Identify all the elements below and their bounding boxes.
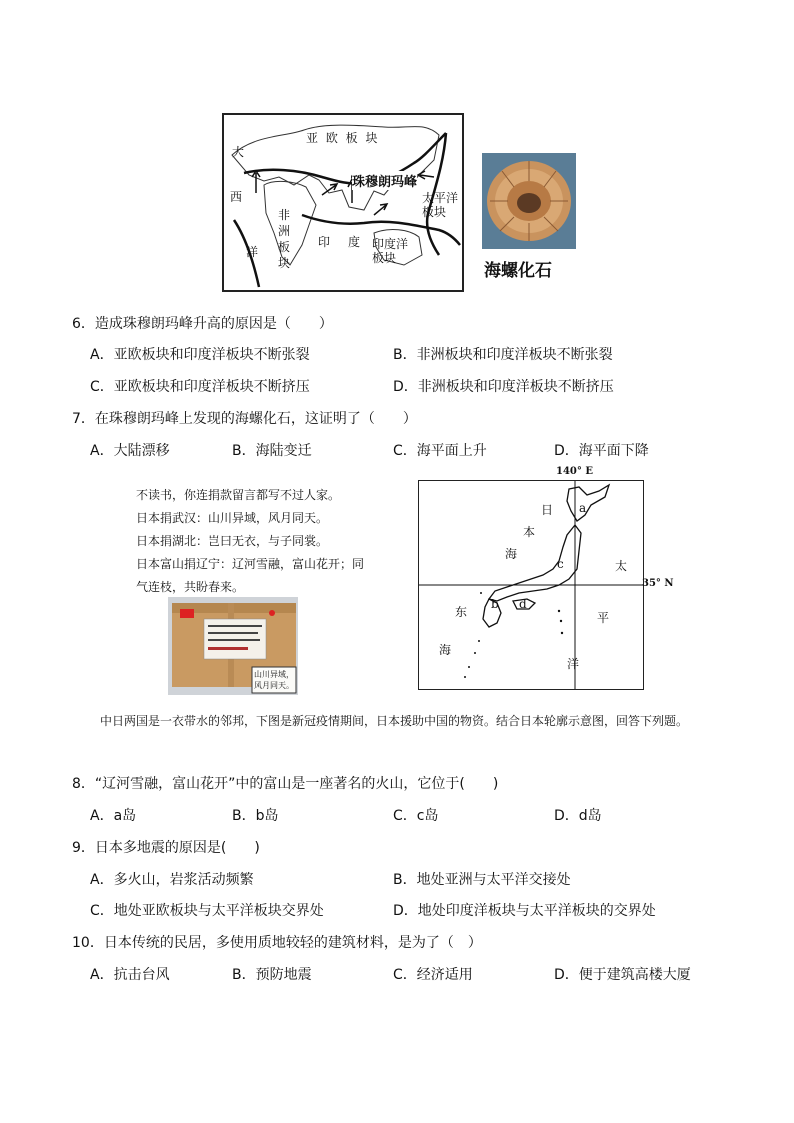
q7-option-a[interactable]: A．大陆漂移	[90, 443, 170, 459]
japan-map-drawing	[419, 481, 643, 689]
q6-stem: 6．造成珠穆朗玛峰升高的原因是（ ）	[72, 316, 333, 332]
fossil-caption: 海螺化石	[484, 261, 552, 281]
plate-map-figure	[222, 113, 464, 292]
map-label-yang: 洋	[567, 657, 580, 671]
label-du: 度	[348, 235, 361, 249]
box-note-text: 山川异域， 风月同天。	[254, 670, 294, 690]
map-label-ri: 日	[541, 503, 554, 517]
q9-option-d[interactable]: D．地处印度洋板块与太平洋板块的交界处	[393, 903, 656, 919]
q10-stem: 10．日本传统的民居，多使用质地较轻的建筑材料，是为了（ ）	[72, 935, 482, 951]
donation-box-photo	[168, 597, 298, 695]
q9-stem: 9．日本多地震的原因是( )	[72, 840, 260, 856]
q8-option-a[interactable]: A．a岛	[90, 808, 137, 824]
q10-option-c[interactable]: C．经济适用	[393, 967, 473, 983]
map-label-hai: 海	[505, 547, 518, 561]
q6-option-a[interactable]: A．亚欧板块和印度洋板块不断张裂	[90, 347, 310, 363]
label-yang: 洋	[246, 245, 259, 259]
label-yin: 印	[318, 235, 331, 249]
q6-option-d[interactable]: D．非洲板块和印度洋板块不断挤压	[393, 379, 614, 395]
label-everest: 珠穆朗玛峰	[352, 171, 417, 190]
label-pacific-plate: 太平洋板块	[422, 191, 459, 219]
q9-option-a[interactable]: A．多火山，岩浆活动频繁	[90, 872, 254, 888]
q6-option-b[interactable]: B．非洲板块和印度洋板块不断张裂	[393, 347, 613, 363]
q9-option-b[interactable]: B．地处亚洲与太平洋交接处	[393, 872, 571, 888]
q7-stem: 7．在珠穆朗玛峰上发现的海螺化石，这证明了（ ）	[72, 411, 417, 427]
map-label-c: c	[557, 557, 564, 571]
japan-map-figure	[418, 480, 644, 690]
q8-option-d[interactable]: D．d岛	[554, 808, 602, 824]
q10-option-b[interactable]: B．预防地震	[232, 967, 312, 983]
q8-stem: 8．“辽河雪融，富山花开”中的富山是一座著名的火山，它位于( )	[72, 776, 499, 792]
q10-option-a[interactable]: A．抗击台风	[90, 967, 170, 983]
label-da: 大	[232, 145, 245, 159]
map-lat-label: 35° N	[642, 578, 674, 589]
conch-fossil-image	[482, 153, 576, 249]
poem-line-1: 不读书，你连捐款留言都写不过人家。	[136, 488, 341, 502]
map-label-d: d	[519, 597, 527, 611]
poem-line-3: 日本捐湖北：岂曰无衣，与子同裳。	[136, 534, 329, 548]
map-label-a: a	[579, 501, 587, 515]
label-africa: 非洲板块	[278, 208, 291, 270]
poem-line-2: 日本捐武汉：山川异域，风月同天。	[136, 511, 329, 525]
poem-line-4: 日本富山捐辽宁：辽河雪融，富山花开；同	[136, 557, 365, 571]
poem-line-5: 气连枝，共盼春来。	[136, 580, 245, 594]
label-xi: 西	[230, 190, 243, 204]
map-label-dong: 东	[455, 605, 468, 619]
map-label-tai: 太	[615, 559, 628, 573]
q8-option-c[interactable]: C．c岛	[393, 808, 439, 824]
map-lon-label: 140° E	[556, 466, 593, 477]
q8-option-b[interactable]: B．b岛	[232, 808, 279, 824]
q7-option-b[interactable]: B．海陆变迁	[232, 443, 312, 459]
map-label-ben: 本	[523, 525, 536, 539]
q7-option-d[interactable]: D．海平面下降	[554, 443, 649, 459]
intro-paragraph: 中日两国是一衣带水的邻邦，下图是新冠疫情期间，日本援助中国的物资。结合日本轮廓示意图，回答下列题。	[100, 714, 689, 728]
q7-option-c[interactable]: C．海平面上升	[393, 443, 487, 459]
map-label-b: b	[491, 597, 499, 611]
q6-option-c[interactable]: C．亚欧板块和印度洋板块不断挤压	[90, 379, 310, 395]
label-eurasia: 亚 欧 板 块	[306, 131, 380, 145]
label-indian-ocean-plate: 印度洋板块	[372, 237, 409, 265]
q9-option-c[interactable]: C．地处亚欧板块与太平洋板块交界处	[90, 903, 324, 919]
q10-option-d[interactable]: D．便于建筑高楼大厦	[554, 967, 691, 983]
map-label-ping: 平	[597, 611, 610, 625]
map-label-hai2: 海	[439, 643, 452, 657]
